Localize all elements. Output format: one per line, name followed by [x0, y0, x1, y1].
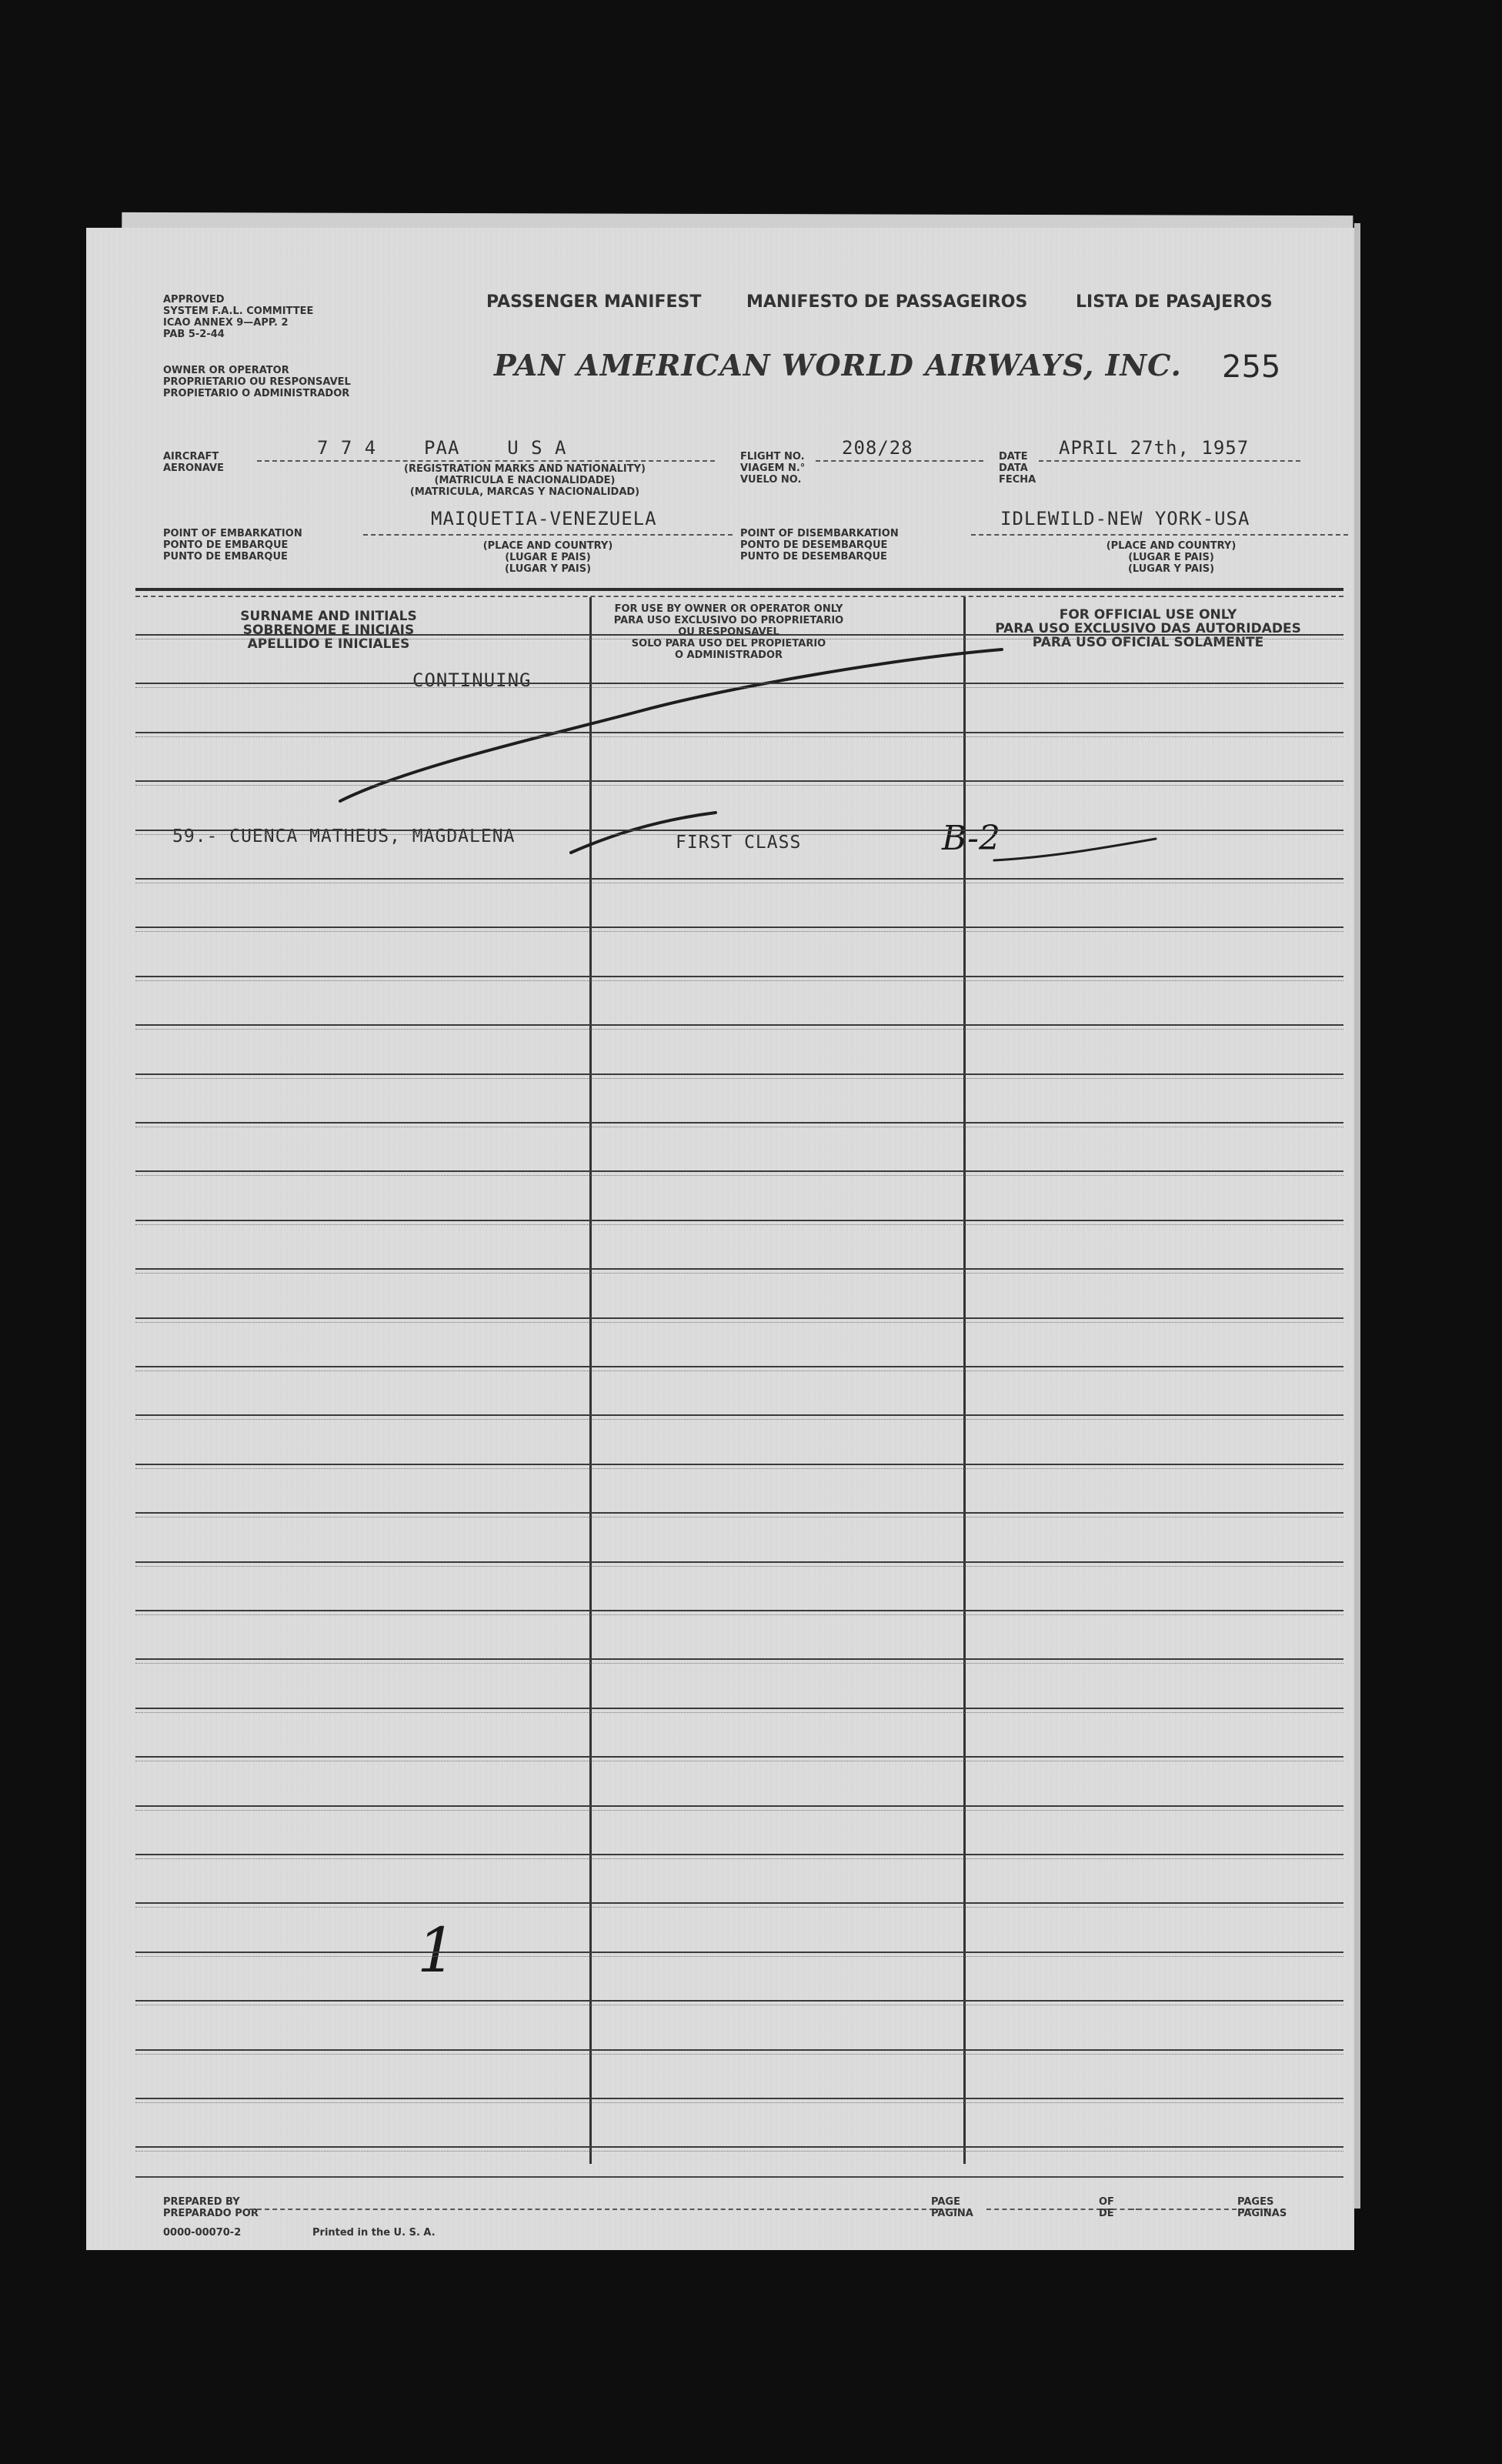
date-label-line: FECHA	[999, 474, 1036, 486]
aircraft-value: 7 7 4 PAA U S A	[317, 437, 567, 459]
approval-line: APPROVED	[163, 294, 225, 305]
disembarkation-caption-line: (LUGAR Y PAIS)	[1127, 563, 1215, 575]
ruled-row-line	[135, 1610, 1343, 1615]
date-label-line: DATE	[999, 451, 1028, 462]
ruled-row-line	[135, 976, 1343, 981]
ruled-row-line	[135, 1658, 1343, 1664]
airline-name: PAN AMERICAN WORLD AIRWAYS, INC.	[494, 348, 1182, 382]
embarkation-label-line: PUNTO DE EMBARQUE	[163, 551, 288, 563]
printed-in-usa: Printed in the U. S. A.	[312, 2227, 436, 2239]
embarkation-value: MAIQUETIA-VENEZUELA	[431, 508, 657, 529]
embarkation-label-line: POINT OF EMBARKATION	[163, 528, 302, 539]
prepared-label-line: PREPARED BY	[163, 2196, 240, 2208]
aircraft-label-line: AERONAVE	[163, 462, 225, 474]
continuation-slash-stroke	[340, 649, 1002, 801]
disembarkation-caption-line: (PLACE AND COUNTRY)	[1106, 540, 1237, 552]
ruled-row-line	[135, 1024, 1343, 1030]
owner-label-line: OWNER OR OPERATOR	[163, 365, 289, 376]
ruled-row-line	[135, 683, 1343, 688]
aircraft-caption-line: (REGISTRATION MARKS AND NATIONALITY)	[404, 463, 646, 475]
disembarkation-label-line: PUNTO DE DESEMBARQUE	[740, 551, 887, 563]
ruled-row-line	[135, 2000, 1343, 2005]
passenger-class: FIRST CLASS	[676, 833, 802, 853]
column-header-line: PARA USO OFICIAL SOLAMENTE	[1032, 635, 1264, 650]
column-header-line: SURNAME AND INITIALS	[240, 609, 417, 624]
disembarkation-label-line: POINT OF DISEMBARKATION	[740, 528, 899, 539]
form-number: 0000-00070-2	[163, 2227, 242, 2239]
page-label-line: PAGINA	[931, 2208, 973, 2219]
ruled-row-line	[135, 2049, 1343, 2055]
ruled-row-line	[135, 2098, 1343, 2103]
aircraft-caption-line: (MATRICULA, MARCAS Y NACIONALIDAD)	[409, 486, 640, 498]
b2-underline-stroke	[994, 839, 1156, 860]
column-header-line: O ADMINISTRADOR	[674, 649, 783, 661]
ruled-row-line	[135, 1366, 1343, 1371]
handwritten-strokes	[86, 228, 1354, 2250]
ruled-row-line	[135, 1561, 1343, 1567]
ruled-row-line	[135, 1464, 1343, 1469]
passenger-name: 59.- CUENCA MATHEUS, MAGDALENA	[172, 826, 516, 846]
page-label-line: PAGE	[931, 2196, 960, 2208]
ruled-row-line	[135, 1512, 1343, 1517]
owner-label-line: PROPIETARIO O ADMINISTRADOR	[163, 388, 350, 399]
flight-label-line: VUELO NO.	[740, 474, 802, 486]
ruled-row-line	[135, 1073, 1343, 1079]
title-es: LISTA DE PASAJEROS	[1076, 292, 1273, 312]
tally-mark: 1	[417, 1915, 456, 1986]
ruled-row-line	[135, 1170, 1343, 1176]
column-header-line: OU RESPONSAVEL	[678, 626, 779, 638]
flight-number: 208/28	[842, 437, 913, 459]
page-stack-edge	[1354, 223, 1360, 2209]
of-label-line: OF	[1099, 2196, 1114, 2208]
ruled-row-line	[135, 1805, 1343, 1811]
ruled-row-line	[135, 1854, 1343, 1859]
ruled-row-line	[135, 1708, 1343, 1713]
ruled-row-line	[135, 1317, 1343, 1323]
continuing-text: CONTINUING	[412, 669, 532, 691]
prepared-label-line: PREPARADO POR	[163, 2208, 259, 2219]
approval-line: ICAO ANNEX 9—APP. 2	[163, 317, 289, 329]
ruled-row-line	[135, 732, 1343, 737]
title-en: PASSENGER MANIFEST	[486, 292, 702, 312]
ruled-row-line	[135, 1952, 1343, 1957]
ruled-row-line	[135, 780, 1343, 786]
ruled-row-line	[135, 2146, 1343, 2152]
aircraft-label-line: AIRCRAFT	[163, 451, 219, 462]
column-header-line: PARA USO EXCLUSIVO DAS AUTORIDADES	[995, 621, 1301, 636]
column-header-line: SOBRENOME E INICIAIS	[242, 623, 415, 638]
ruled-row-line	[135, 1902, 1343, 1908]
ruled-row-line	[135, 1122, 1343, 1127]
embarkation-label-line: PONTO DE EMBARQUE	[163, 539, 289, 551]
owner-label-line: PROPRIETARIO OU RESPONSAVEL	[163, 376, 351, 388]
embarkation-caption-line: (PLACE AND COUNTRY)	[482, 540, 613, 552]
embarkation-caption-line: (LUGAR E PAIS)	[505, 552, 591, 563]
embarkation-caption-line: (LUGAR Y PAIS)	[504, 563, 592, 575]
approval-line: PAB 5-2-44	[163, 329, 225, 340]
ruled-row-line	[135, 634, 1343, 639]
column-header-line: FOR OFFICIAL USE ONLY	[1059, 607, 1237, 623]
disembarkation-caption-line: (LUGAR E PAIS)	[1128, 552, 1214, 563]
page-stamp-number: 255	[1222, 349, 1281, 385]
approval-line: SYSTEM F.A.L. COMMITTEE	[163, 305, 314, 317]
disembarkation-value: IDLEWILD-NEW YORK-USA	[1000, 508, 1250, 529]
title-pt: MANIFESTO DE PASSAGEIROS	[746, 292, 1028, 312]
manifest-page	[86, 228, 1354, 2250]
flight-label-line: FLIGHT NO.	[740, 451, 805, 462]
of-label-line: DE	[1099, 2208, 1114, 2219]
date-label-line: DATA	[999, 462, 1028, 474]
flight-label-line: VIAGEM N.°	[740, 462, 806, 474]
ruled-row-line	[135, 1268, 1343, 1274]
ruled-row-line	[135, 830, 1343, 835]
aircraft-caption-line: (MATRICULA E NACIONALIDADE)	[434, 475, 616, 486]
date-value: APRIL 27th, 1957	[1059, 437, 1250, 459]
ruled-row-line	[135, 1756, 1343, 1761]
column-header-line: PARA USO EXCLUSIVO DO PROPRIETARIO	[613, 615, 844, 626]
ruled-row-line	[135, 1220, 1343, 1225]
official-mark: B-2	[942, 819, 1001, 858]
column-header-line: FOR USE BY OWNER OR OPERATOR ONLY	[614, 603, 843, 615]
ruled-row-line	[135, 927, 1343, 932]
ruled-row-line	[135, 878, 1343, 883]
ruled-row-line	[135, 1414, 1343, 1420]
column-header-line: SOLO PARA USO DEL PROPIETARIO	[631, 638, 826, 649]
column-header-line: APELLIDO E INICIALES	[247, 636, 410, 652]
pages-label-line: PAGINAS	[1237, 2208, 1287, 2219]
disembarkation-label-line: PONTO DE DESEMBARQUE	[740, 539, 888, 551]
pages-label-line: PAGES	[1237, 2196, 1274, 2208]
